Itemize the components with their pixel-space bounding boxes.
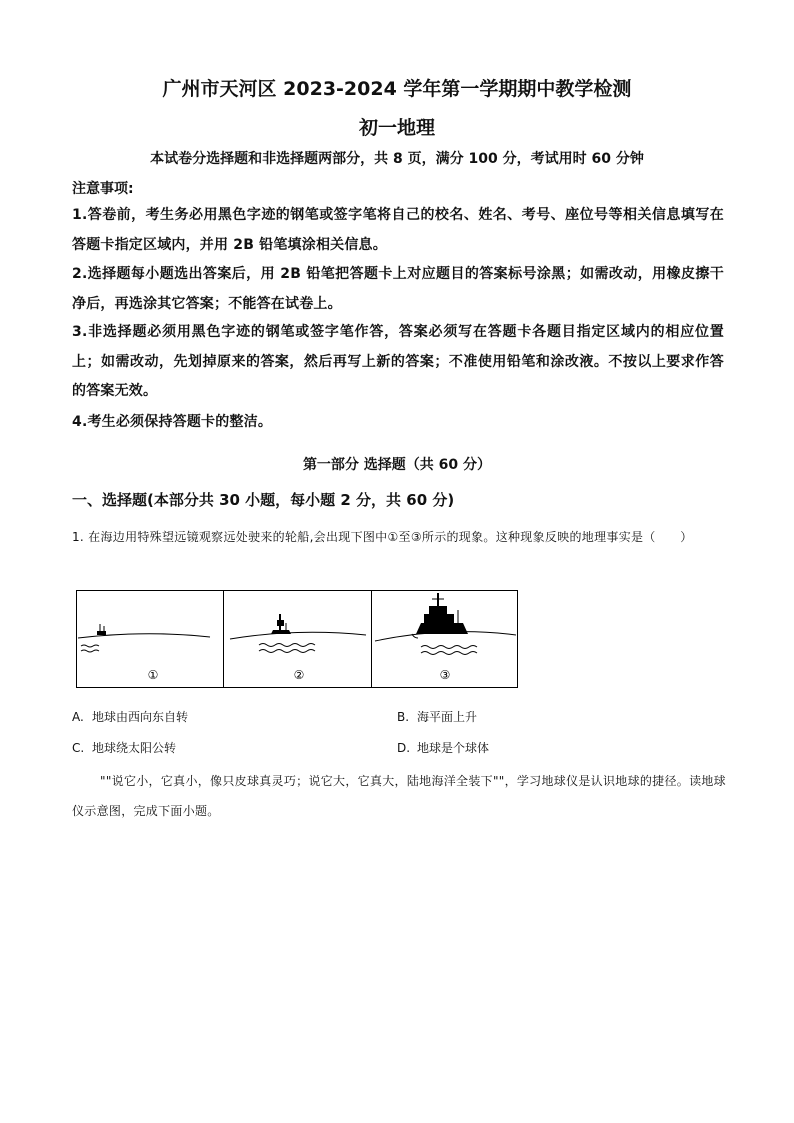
option-a xyxy=(72,708,188,725)
exam-description: 本试卷分选择题和非选择题两部分，共 8 页，满分 100 分，考试用时 60 分钟 xyxy=(150,151,644,167)
part-one-title: 第一部分 选择题（共 60 分） xyxy=(302,457,492,473)
panel-label-3: ③ xyxy=(439,668,451,682)
globe-passage: ""说它小，它真小，像只皮球真灵巧；说它大，它真大，陆地海洋全装下""，学习地球仪是认识地球的捷径。读地球仪示意图，完成下面小题。 xyxy=(72,774,726,818)
option-c-key: C. xyxy=(72,741,85,755)
panel-label-2: ② xyxy=(293,668,305,682)
option-b xyxy=(397,708,477,725)
note-item-3: 3.非选择题必须用黑色字迹的钢笔或签字笔作答，答案必须写在答题卡各题目指定区域内的相应位置上；如需改动，先划掉原来的答案，然后再写上新的答案；不准使用铅笔和涂改液。不按以上要求作答的答案无效。 xyxy=(72,324,724,399)
option-d-key: D. xyxy=(397,741,411,755)
note-item-1: 1.答卷前，考生务必用黑色字迹的钢笔或签字笔将自己的校名、姓名、考号、座位号等相关信息填写在答题卡指定区域内，并用 2B 铅笔填涂相关信息。 xyxy=(72,207,724,253)
option-d xyxy=(397,739,489,756)
option-d-text: 地球是个球体 xyxy=(417,741,490,755)
option-b-key: B. xyxy=(397,710,410,724)
ship-horizon-figure xyxy=(76,590,518,688)
section-title: 一、选择题(本部分共 30 小题，每小题 2 分，共 60 分) xyxy=(72,491,455,509)
exam-title: 广州市天河区 2023-2024 学年第一学期期中教学检测 xyxy=(162,78,632,100)
note-item-2: 2.选择题每小题选出答案后，用 2B 铅笔把答题卡上对应题目的答案标号涂黑；如需改动，用橡皮擦干净后，再选涂其它答案；不能答在试卷上。 xyxy=(72,266,724,312)
option-a-key: A. xyxy=(72,710,84,724)
notes-heading: 注意事项: xyxy=(72,181,134,197)
exam-subject: 初一地理 xyxy=(358,117,435,139)
option-c xyxy=(72,739,176,756)
question-1-stem: 1. 在海边用特殊望远镜观察远处驶来的轮船,会出现下图中①至③所示的现象。这种现象反映的地理事实是（ ） xyxy=(72,530,693,544)
option-a-text: 地球由西向东自转 xyxy=(92,710,189,724)
option-b-text: 海平面上升 xyxy=(417,710,478,724)
note-item-4: 4.考生必须保持答题卡的整洁。 xyxy=(72,414,273,430)
option-c-text: 地球绕太阳公转 xyxy=(92,741,177,755)
panel-label-1: ① xyxy=(147,668,159,682)
